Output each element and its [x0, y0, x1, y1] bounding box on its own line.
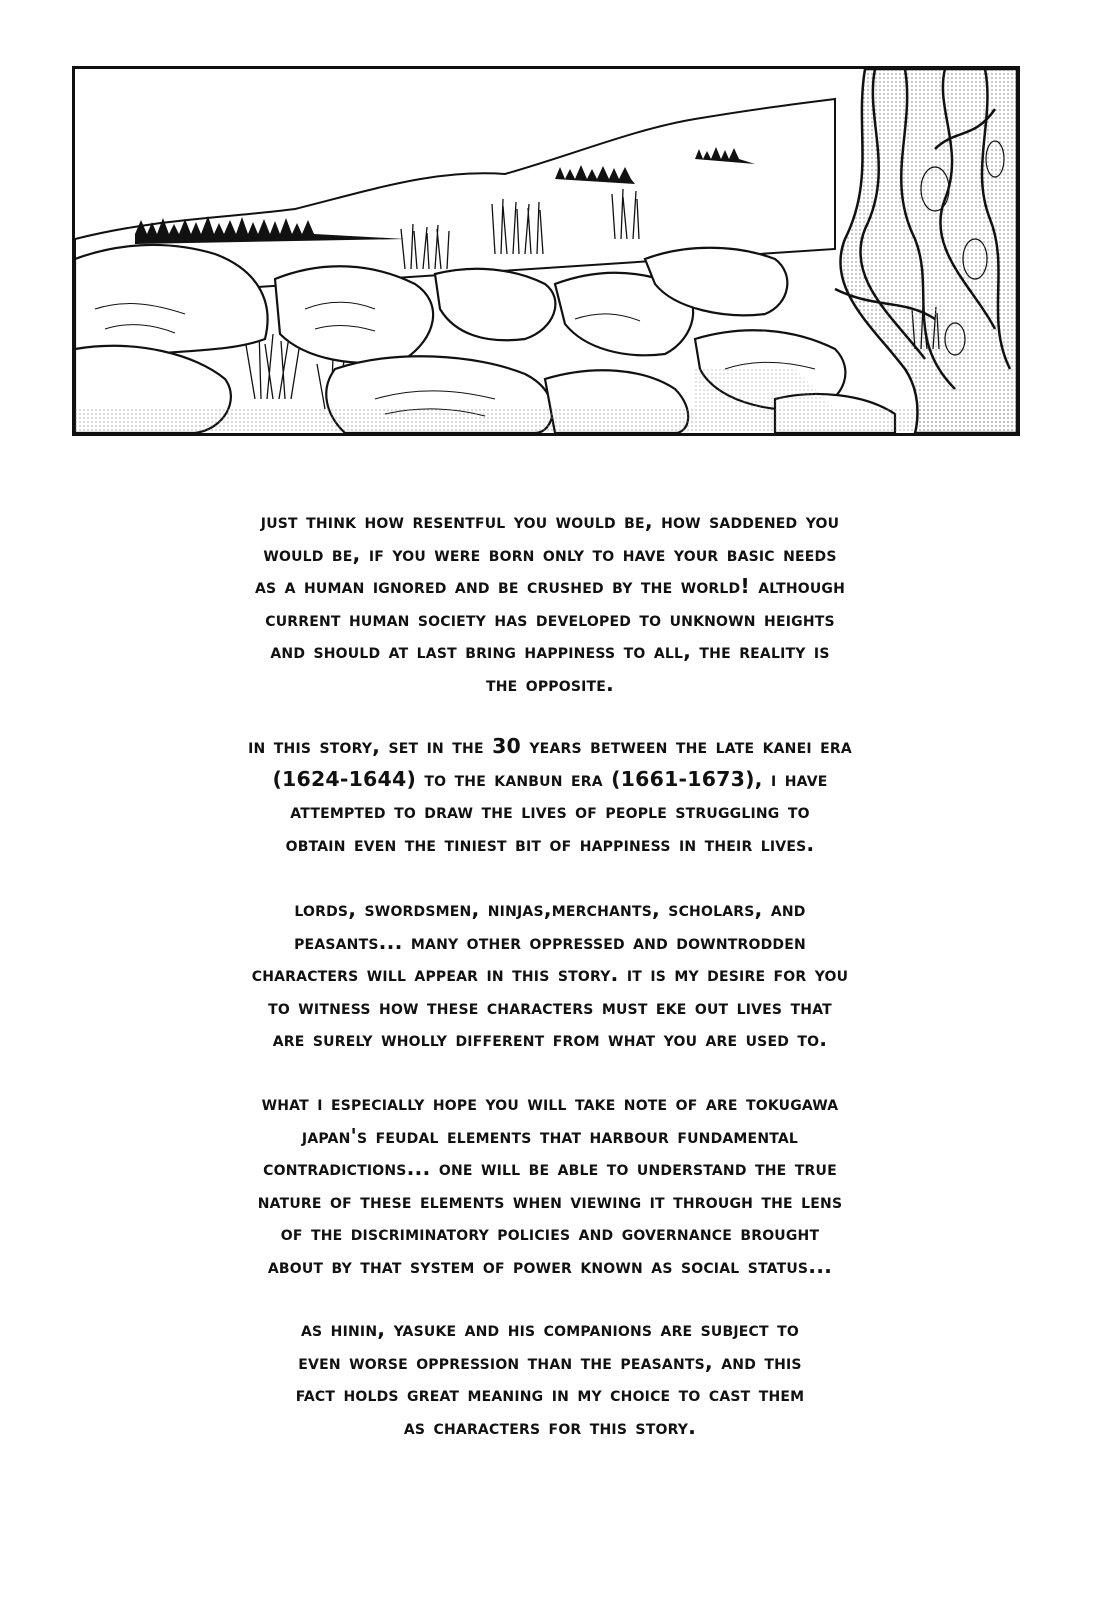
landscape-illustration — [75, 69, 1017, 433]
paragraph-line: are surely wholly different from what you are used to. — [272, 1027, 828, 1052]
paragraph-line: and should at last bring happiness to all, the reality is — [270, 639, 830, 664]
paragraph-line: attempted to draw the lives of people struggling to — [290, 799, 810, 824]
paragraph-3 — [80, 893, 1020, 1056]
paragraph-line: just think how resentful you would be, how saddened you — [260, 509, 840, 533]
paragraph-line: nature of these elements when viewing it through the lens — [257, 1188, 843, 1213]
paragraph-5 — [80, 1313, 1020, 1443]
paragraph-line: of the discriminatory policies and governance brought — [280, 1221, 820, 1246]
paragraph-line: what i especially hope you will take note of are tokugawa — [261, 1091, 839, 1115]
paragraph-line: would be, if you were born only to have your basic needs — [263, 541, 837, 566]
paragraph-line: fact holds great meaning in my choice to cast them — [295, 1382, 805, 1407]
paragraph-line: as characters for this story. — [403, 1414, 697, 1439]
paragraph-line: obtain even the tiniest bit of happiness in their lives. — [285, 831, 815, 856]
landscape-illustration-panel — [72, 66, 1020, 436]
paragraph-line: characters will appear in this story. it is my desire for you — [251, 962, 849, 987]
paragraph-line: the opposite. — [485, 671, 615, 696]
paragraph-line: current human society has developed to unknown heights — [265, 606, 835, 631]
paragraph-line: to witness how these characters must eke out lives that — [268, 994, 832, 1019]
paragraph-line: even worse oppression than the peasants, and this — [298, 1349, 802, 1374]
paragraph-line: (1624-1644) to the kanbun era (1661-1673), i have — [272, 766, 828, 791]
paragraph-line: japan's feudal elements that harbour fundamental — [301, 1123, 799, 1148]
paragraph-line: contradictions... one will be able to understand the true — [263, 1156, 837, 1181]
paragraph-line: about by that system of power known as social status... — [267, 1253, 833, 1278]
paragraph-line: as hinin, yasuke and his companions are subject to — [301, 1317, 799, 1341]
paragraph-line: lords, swordsmen, ninjas,merchants, scholars, and — [294, 897, 806, 921]
paragraph-4 — [80, 1087, 1020, 1283]
paragraph-1 — [80, 505, 1020, 701]
paragraph-line: in this story, set in the 30 years between the late kanei era — [248, 734, 852, 758]
paragraph-line: peasants... many other oppressed and downtrodden — [294, 929, 806, 954]
paragraph-2 — [80, 730, 1020, 860]
paragraph-line: as a human ignored and be crushed by the world! although — [254, 574, 846, 599]
